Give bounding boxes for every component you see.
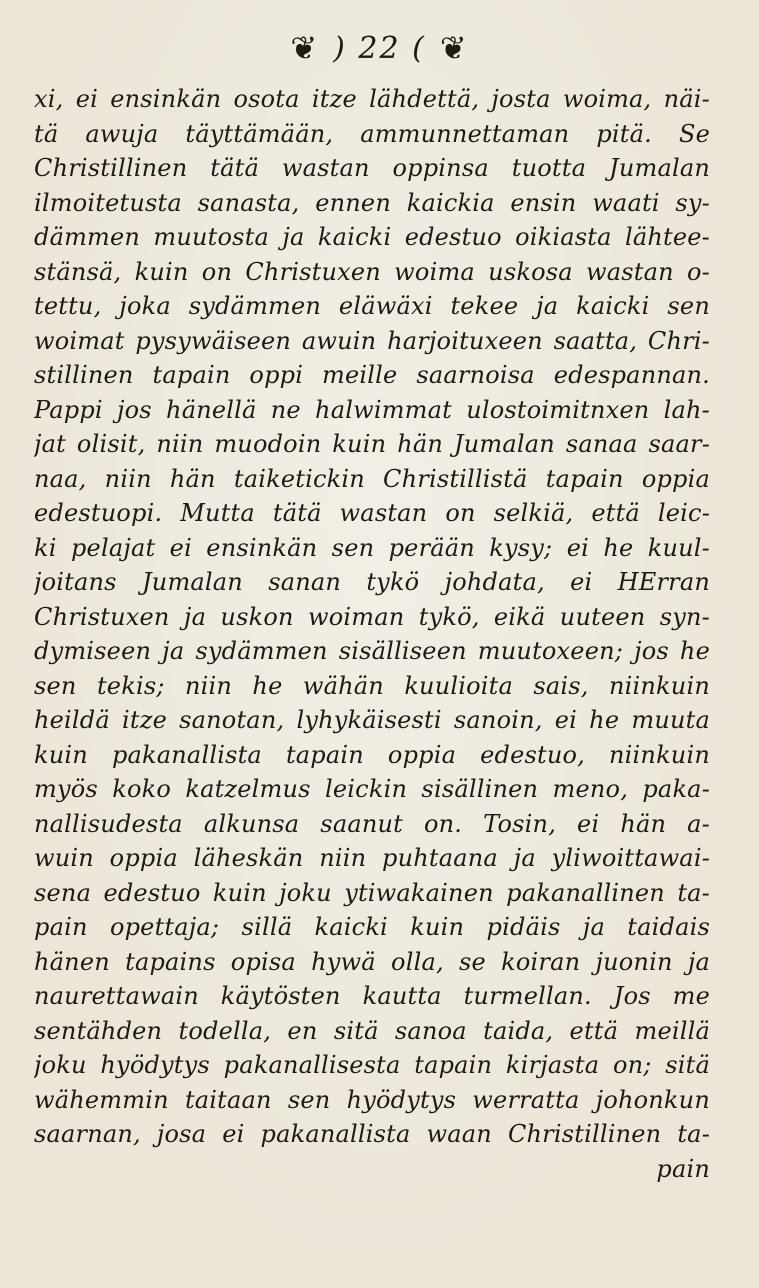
text-line: edestuopi. Mutta tätä wastan on selkiä, että leic- [34,499,710,527]
text-line: joku hyödytys pakanallisesta tapain kirjasta on; sitä [34,1051,710,1079]
text-line: heildä itze sanotan, lyhykäisesti sanoin, ei he muuta [34,706,710,734]
text-line: tä awuja täyttämään, ammunnettaman pitä. Se [34,119,710,148]
text-line: hänen tapains opisa hywä olla, se koiran juonin ja [34,947,710,976]
text-line: wähemmin taitaan sen hyödytys werratta johonkun [34,1085,710,1114]
ornament-left-icon: ❦ [290,29,320,67]
text-line: ki pelajat ei ensinkän sen perään kysy; ei he kuul- [34,533,710,562]
text-line: wuin oppia läheskän niin puhtaana ja yliwoittawai- [34,844,710,872]
text-line: myös koko katzelmus leickin sisällinen meno, paka- [34,775,710,803]
text-line: saarnan, josa ei pakanallista waan Christillinen ta- [34,1120,710,1148]
text-line: joitans Jumalan sanan tykö johdata, ei HErran [34,568,710,596]
text-line: Pappi jos hänellä ne halwimmat ulostoimitnxen lah- [34,395,710,424]
page-header [0,24,759,72]
text-line: dämmen muutosta ja kaicki edestuo oikiasta lähtee- [34,223,710,251]
text-line: naurettawain käytösten kautta turmellan. Jos me [34,982,710,1010]
text-line: nallisudesta alkunsa saanut on. Tosin, ei hän a- [34,809,710,838]
text-line: naa, niin hän taiketickin Christillistä tapain oppia [34,464,710,493]
text-line: woimat pysywäiseen awuin harjoituxeen saatta, Chri- [34,326,710,355]
text-line: xi, ei ensinkän osota itze lähdettä, josta woima, näi- [34,85,710,113]
text-line: sen tekis; niin he wähän kuulioita sais, niinkuin [34,671,710,700]
text-line: tettu, joka sydämmen eläwäxi tekee ja kaicki sen [34,292,710,320]
text-line: stänsä, kuin on Christuxen woima uskosa wastan o- [34,257,710,286]
catchword: pain [656,1154,710,1183]
text-line: pain opettaja; sillä kaicki kuin pidäis ja taidais [34,913,710,941]
text-line: kuin pakanallista tapain oppia edestuo, niinkuin [34,740,710,769]
text-line: stillinen tapain oppi meille saarnoisa edespannan. [34,361,710,389]
text-line: Christuxen ja uskon woiman tykö, eikä uuteen syn- [34,602,710,631]
page-number: ) 22 ( [333,30,426,66]
text-line: jat olisit, niin muodoin kuin hän Jumalan sanaa saar- [34,430,710,458]
text-line: Christillinen tätä wastan oppinsa tuotta Jumalan [34,154,710,182]
body-text [34,82,710,1186]
text-line: dymiseen ja sydämmen sisälliseen muutoxeen; jos he [34,637,710,665]
text-line: sena edestuo kuin joku ytiwakainen pakanallinen ta- [34,878,710,907]
ornament-right-icon: ❦ [439,29,469,67]
text-line: sentähden todella, en sitä sanoa taida, että meillä [34,1016,710,1045]
text-line: ilmoitetusta sanasta, ennen kaickia ensin waati sy- [34,188,710,217]
